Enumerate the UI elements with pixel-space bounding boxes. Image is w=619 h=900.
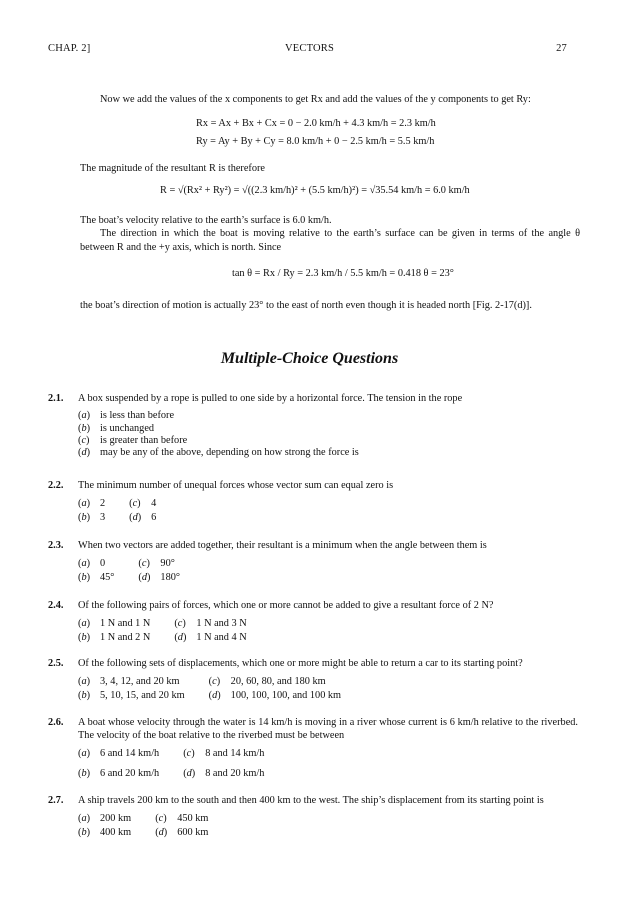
option-d: (d) 1 N and 4 N [174,632,247,644]
option-d: (d) 8 and 20 km/h [183,767,265,779]
option-a: (a) 6 and 14 km/h [78,748,160,760]
question-text: A boat whose velocity through the water is 14 km/h is moving in a river whose current is 6 km/h relative to the riverbed. The velocity of the boat relative to the riverbed must be between [78,717,578,742]
magnitude-text: The magnitude of the resultant R is therefore [80,163,265,174]
question-number: 2.3. [48,540,64,551]
option-a: (a) 0 [78,558,106,570]
question-text: A ship travels 200 km to the south and then 400 km to the west. The ship’s displacement from its starting point is [78,795,544,806]
question-2-2 [48,479,578,525]
question-number: 2.2. [48,480,64,491]
option-c: (c) 1 N and 3 N [174,618,247,630]
question-2-4 [48,599,578,645]
conclusion-text: the boat’s direction of motion is actually 23° to the east of north even though it is headed north [Fig. 2-17(d)]. [80,300,532,311]
question-number: 2.1. [48,393,64,404]
question-text: The minimum number of unequal forces whose vector sum can equal zero is [78,480,394,491]
option-b: (b) 5, 10, 15, and 20 km [78,690,185,702]
option-c: (c) 20, 60, 80, and 180 km [208,676,326,688]
option-c: (c) 8 and 14 km/h [183,748,265,760]
section-title: Multiple-Choice Questions [220,350,399,367]
option-d: (d) 600 km [155,827,209,839]
question-2-6 [48,716,578,780]
option-d: (d) may be any of the above, depending on how strong the force is [78,447,359,459]
option-b: (b) 6 and 20 km/h [78,767,160,779]
equation-magnitude: R = √(Rx² + Ry²) = √((2.3 km/h)² + (5.5 km/h)²) = √35.54 km/h = 6.0 km/h [160,185,470,196]
question-text: Of the following sets of displacements, which one or more might be able to return a car to its starting point? [78,658,523,669]
option-a: (a) 1 N and 1 N [78,618,151,630]
equation-rx: Rx = Ax + Bx + Cx = 0 − 2.0 km/h + 4.3 km/h = 2.3 km/h [196,118,436,129]
direction-text: The direction in which the boat is moving relative to the earth’s surface can be given in terms of the angle θ between R and the +y axis, which is north. Since [80,228,580,253]
option-b: (b) 400 km [78,827,132,839]
question-number: 2.7. [48,795,64,806]
option-d: (d) 100, 100, 100, and 100 km [208,690,342,702]
running-title: VECTORS [284,43,335,54]
option-d: (d) 6 [129,512,157,524]
solution-intro: Now we add the values of the x components to get Rx and add the values of the y components to get Ry: [100,94,531,105]
option-d: (d) 180° [138,572,180,584]
question-text: Of the following pairs of forces, which one or more cannot be added to give a resultant force of 2 N? [78,600,494,611]
option-a: (a) 3, 4, 12, and 20 km [78,676,180,688]
question-text: When two vectors are added together, their resultant is a minimum when the angle between them is [78,540,487,551]
question-text: A box suspended by a rope is pulled to one side by a horizontal force. The tension in the rope [78,393,463,404]
option-b: (b) 45° [78,572,115,584]
option-b: (b) is unchanged [78,422,155,434]
option-a: (a) 2 [78,498,106,510]
equation-tan: tan θ = Rx / Ry = 2.3 km/h / 5.5 km/h = 0.418 θ = 23° [232,268,454,279]
question-number: 2.5. [48,658,64,669]
question-number: 2.4. [48,600,64,611]
chapter-label: CHAP. 2] [48,43,91,54]
question-2-1 [48,392,578,460]
page-number: 27 [556,43,567,54]
option-b: (b) 3 [78,512,106,524]
question-2-7 [48,794,578,840]
option-c: (c) 90° [138,558,175,570]
option-c: (c) is greater than before [78,435,188,447]
question-2-3 [48,539,578,585]
option-a: (a) 200 km [78,813,132,825]
question-number: 2.6. [48,717,64,728]
option-c: (c) 450 km [155,813,209,825]
option-c: (c) 4 [129,498,157,510]
equation-ry: Ry = Ay + By + Cy = 8.0 km/h + 0 − 2.5 km/h = 5.5 km/h [196,136,435,147]
question-2-5 [48,657,578,703]
option-a: (a) is less than before [78,410,175,422]
option-b: (b) 1 N and 2 N [78,632,151,644]
velocity-text: The boat’s velocity relative to the earth’s surface is 6.0 km/h. [80,215,332,226]
